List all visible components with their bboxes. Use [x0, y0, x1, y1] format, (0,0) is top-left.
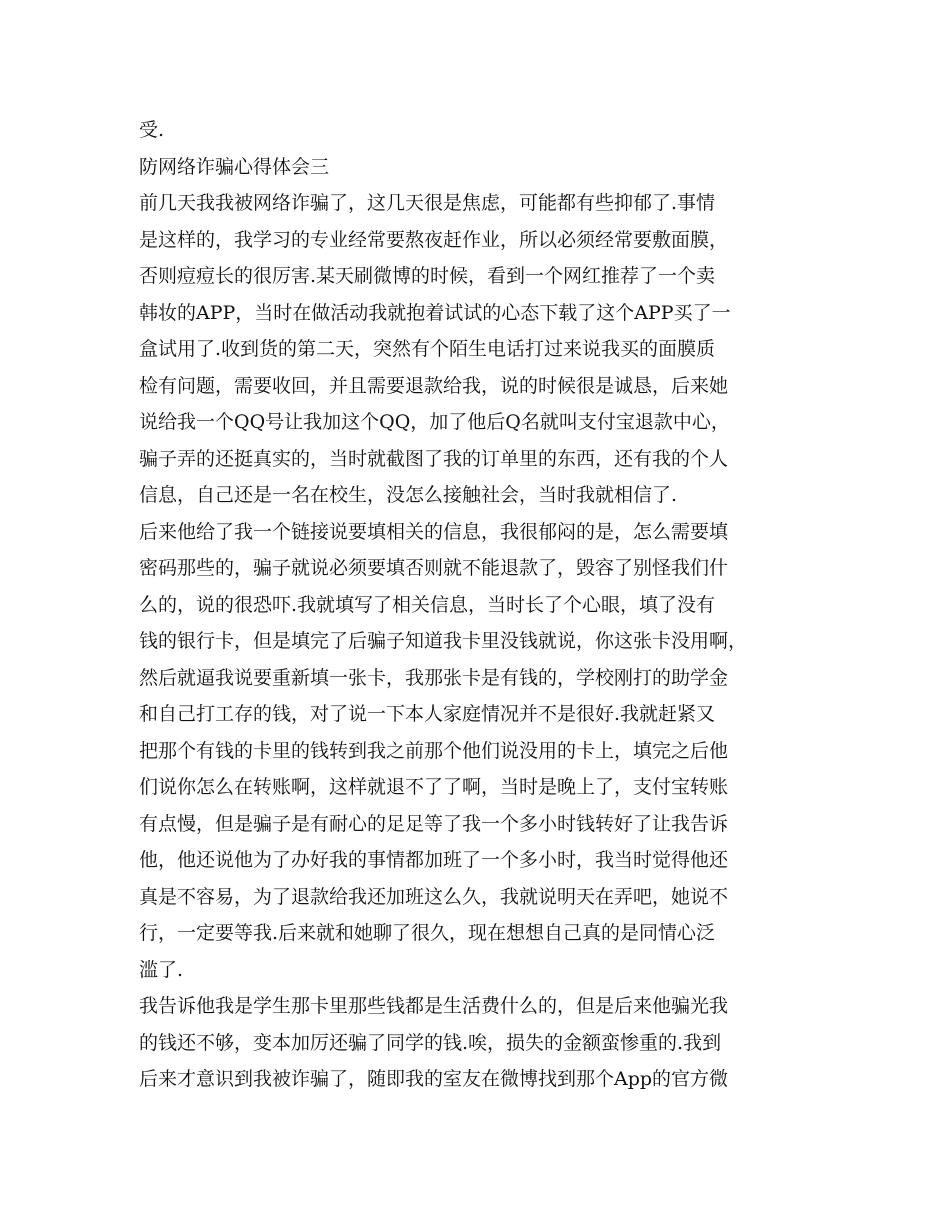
- text-line: 行，一定要等我.后来就和她聊了很久，现在想想自己真的是同情心泛: [139, 922, 716, 944]
- text-line: 和自己打工存的钱，对了说一下本人家庭情况并不是很好.我就赶紧又: [139, 703, 716, 725]
- text-line: 滥了.: [139, 958, 184, 981]
- document-body: [139, 112, 819, 1098]
- text-line: 是这样的，我学习的专业经常要熬夜赶作业，所以必须经常要敷面膜，: [139, 228, 729, 251]
- text-line: 骗子弄的还挺真实的，当时就截图了我的订单里的东西，还有我的个人: [139, 447, 729, 470]
- text-line: 韩妆的APP，当时在做活动我就抱着试试的心态下载了这个APP买了一: [139, 301, 731, 324]
- text-line: 信息，自己还是一名在校生，没怎么接触社会，当时我就相信了.: [139, 484, 678, 506]
- text-line: 受.: [139, 119, 165, 141]
- text-line: 检有问题，需要收回，并且需要退款给我，说的时候很是诚恳，后来她: [139, 374, 729, 397]
- text-line: 说给我一个QQ号让我加这个QQ，加了他后Q名就叫支付宝退款中心，: [139, 411, 730, 433]
- text-line: 的钱还不够，变本加厉还骗了同学的钱.唉，损失的金额蛮惨重的.我到: [139, 1031, 722, 1054]
- text-line: 前几天我我被网络诈骗了，这几天很是焦虑，可能都有些抑郁了.事情: [139, 192, 716, 214]
- text-line: 我告诉他我是学生那卡里那些钱都是生活费什么的，但是后来他骗光我: [139, 995, 729, 1017]
- text-line: 有点慢，但是骗子是有耐心的足足等了我一个多小时钱转好了让我告诉: [139, 812, 729, 835]
- text-line: 后来他给了我一个链接说要填相关的信息，我很郁闷的是，怎么需要填: [139, 520, 729, 543]
- text-line: 钱的银行卡，但是填完了后骗子知道我卡里没钱就说，你这张卡没用啊，: [139, 630, 748, 652]
- text-line: 否则痘痘长的很厉害.某天刷微博的时候，看到一个网红推荐了一个卖: [139, 265, 716, 287]
- text-line: 他，他还说他为了办好我的事情都加班了一个多小时，我当时觉得他还: [139, 849, 729, 871]
- text-line: 真是不容易，为了退款给我还加班这么久，我就说明天在弄吧，她说不: [139, 885, 729, 908]
- text-line: 后来才意识到我被诈骗了，随即我的室友在微博找到那个App的官方微: [139, 1068, 729, 1090]
- text-line: 么的，说的很恐吓.我就填写了相关信息，当时长了个心眼，填了没有: [139, 593, 716, 616]
- text-line: 们说你怎么在转账啊，这样就退不了了啊，当时是晚上了，支付宝转账: [139, 776, 729, 798]
- text-line: 把那个有钱的卡里的钱转到我之前那个他们说没用的卡上，填完之后他: [139, 739, 729, 762]
- text-line: 盒试用了.收到货的第二天，突然有个陌生电话打过来说我买的面膜质: [139, 338, 716, 360]
- text-line: 密码那些的，骗子就说必须要填否则就不能退款了，毁容了别怪我们什: [139, 557, 729, 579]
- section-heading: 防网络诈骗心得体会三: [139, 155, 330, 178]
- text-line: 然后就逼我说要重新填一张卡，我那张卡是有钱的，学校刚打的助学金: [139, 666, 729, 689]
